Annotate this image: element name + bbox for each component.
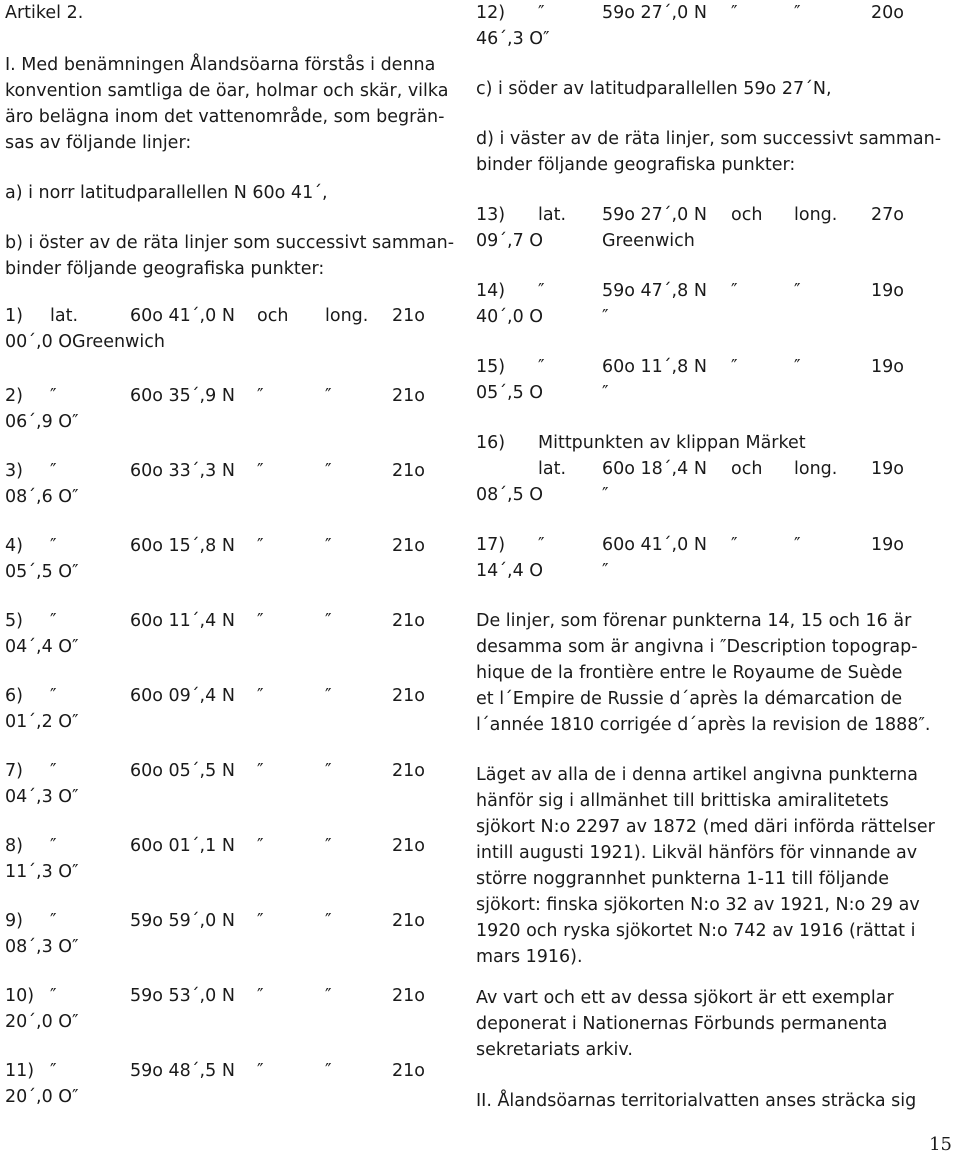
- latitude-marker: ″: [538, 535, 545, 555]
- longitude-minutes: 04´,4 O″: [5, 637, 79, 657]
- coordinate-row: [5, 833, 425, 859]
- longitude-minutes: 11´,3 O″: [5, 862, 79, 882]
- coordinate-continuation: [5, 484, 425, 510]
- longitude-degrees: 21o: [392, 686, 425, 706]
- paragraph-line: större noggrannhet punkterna 1-11 till följande: [476, 869, 890, 889]
- latitude-value: 60o 15´,8 N: [130, 536, 235, 556]
- paragraph-line: Läget av alla de i denna artikel angivna punkterna: [476, 765, 918, 785]
- coordinate-row: [5, 908, 425, 934]
- conjunction: ″: [257, 611, 264, 631]
- point-number: 9): [5, 911, 23, 931]
- conjunction: och: [731, 205, 763, 225]
- latitude-marker: lat.: [50, 306, 79, 326]
- coordinate-continuation: [5, 634, 425, 660]
- point-number: 8): [5, 836, 23, 856]
- latitude-value: 60o 41´,0 N: [602, 535, 707, 555]
- point-number: 14): [476, 281, 506, 301]
- longitude-marker: long.: [325, 306, 369, 326]
- conjunction: ″: [257, 911, 264, 931]
- latitude-value: 59o 47´,8 N: [602, 281, 707, 301]
- latitude-value: 60o 11´,4 N: [130, 611, 235, 631]
- paragraph-line: deponerat i Nationernas Förbunds permanenta: [476, 1014, 888, 1034]
- coordinate-row: [5, 608, 425, 634]
- longitude-minutes: 04´,3 O″: [5, 787, 79, 807]
- west-boundary-line: d) i väster av de räta linjer, som successivt samman-: [476, 129, 942, 149]
- longitude-degrees: 19o: [871, 281, 904, 301]
- coordinate-row: [476, 354, 906, 380]
- coordinate-continuation: [5, 709, 425, 735]
- conjunction: ″: [257, 1061, 264, 1081]
- latitude-marker: ″: [50, 686, 57, 706]
- east-boundary-line: binder följande geografiska punkter:: [5, 259, 325, 279]
- longitude-suffix: ″: [602, 561, 609, 581]
- coordinate-continuation: [476, 228, 906, 254]
- latitude-value: 60o 05´,5 N: [130, 761, 235, 781]
- coordinate-row: [5, 383, 425, 409]
- intro-line: konvention samtliga de öar, holmar och skär, vilka: [5, 81, 449, 101]
- latitude-value: 59o 27´,0 N: [602, 205, 707, 225]
- coordinate-continuation: [5, 329, 425, 355]
- longitude-minutes: 40´,0 O: [476, 307, 544, 327]
- longitude-degrees: 21o: [392, 306, 425, 326]
- paragraph-line: et l´Empire de Russie d´après la démarcation de: [476, 689, 903, 709]
- paragraph-line: 1920 och ryska sjökortet N:o 742 av 1916 (rättat i: [476, 921, 916, 941]
- longitude-degrees: 21o: [392, 611, 425, 631]
- point-number: 4): [5, 536, 23, 556]
- coordinate-row: [5, 983, 425, 1009]
- latitude-marker: ″: [50, 986, 57, 1006]
- point-number: 13): [476, 205, 506, 225]
- longitude-marker: ″: [325, 386, 332, 406]
- paragraph-line: sjökort N:o 2297 av 1872 (med däri införda rättelser: [476, 817, 935, 837]
- longitude-marker: ″: [325, 536, 332, 556]
- paragraph-line: hique de la frontière entre le Royaume de Suède: [476, 663, 903, 683]
- conjunction: och: [731, 459, 763, 479]
- longitude-minutes: 08´,3 O″: [5, 937, 79, 957]
- longitude-degrees: 19o: [871, 357, 904, 377]
- intro-line: sas av följande linjer:: [5, 133, 192, 153]
- point-number: 3): [5, 461, 23, 481]
- conjunction: ″: [731, 535, 738, 555]
- conjunction: ″: [257, 836, 264, 856]
- coordinate-row: [476, 532, 906, 558]
- longitude-degrees: 20o: [871, 3, 904, 23]
- coordinate-row: [5, 533, 425, 559]
- conjunction: ″: [257, 461, 264, 481]
- longitude-degrees: 21o: [392, 911, 425, 931]
- longitude-minutes: 05´,5 O: [476, 383, 544, 403]
- conjunction: ″: [257, 761, 264, 781]
- latitude-value: 59o 48´,5 N: [130, 1061, 235, 1081]
- longitude-degrees: 21o: [392, 836, 425, 856]
- longitude-minutes: 09´,7 O: [476, 231, 544, 251]
- coordinate-row: [476, 0, 906, 26]
- paragraph-line: l´année 1810 corrigée d´après la revision de 1888″.: [476, 715, 931, 735]
- point-number: 6): [5, 686, 23, 706]
- coordinate-continuation: [5, 409, 425, 435]
- coordinate-row: [476, 278, 906, 304]
- longitude-minutes: 20´,0 O″: [5, 1012, 79, 1032]
- longitude-minutes: 06´,9 O″: [5, 412, 79, 432]
- coordinate-row: [5, 303, 425, 329]
- latitude-value: 59o 27´,0 N: [602, 3, 707, 23]
- coordinate-row: [476, 202, 906, 228]
- latitude-value: 60o 18´,4 N: [602, 459, 707, 479]
- longitude-minutes: 08´,5 O: [476, 485, 544, 505]
- latitude-marker: ″: [50, 461, 57, 481]
- longitude-minutes: 08´,6 O″: [5, 487, 79, 507]
- coordinate-row: [5, 458, 425, 484]
- conjunction: ″: [257, 986, 264, 1006]
- longitude-marker: ″: [325, 911, 332, 931]
- latitude-value: 60o 41´,0 N: [130, 306, 235, 326]
- latitude-value: 59o 53´,0 N: [130, 986, 235, 1006]
- intro-line: äro belägna inom det vattenområde, som begrän-: [5, 107, 445, 127]
- longitude-minutes: 20´,0 O″: [5, 1087, 79, 1107]
- paragraph-line: Av vart och ett av dessa sjökort är ett exemplar: [476, 988, 894, 1008]
- conjunction: ″: [731, 281, 738, 301]
- point-number: 10): [5, 986, 35, 1006]
- longitude-marker: ″: [325, 686, 332, 706]
- latitude-marker: ″: [538, 357, 545, 377]
- longitude-degrees: 21o: [392, 461, 425, 481]
- longitude-minutes: 46´,3 O″: [476, 29, 550, 49]
- coordinate-continuation: [5, 1009, 425, 1035]
- longitude-marker: ″: [325, 611, 332, 631]
- latitude-marker: ″: [50, 386, 57, 406]
- west-boundary-line: binder följande geografiska punkter:: [476, 155, 796, 175]
- point-number: 1): [5, 306, 23, 326]
- conjunction: ″: [257, 686, 264, 706]
- longitude-minutes: 14´,4 O: [476, 561, 544, 581]
- paragraph-line: sjökort: finska sjökorten N:o 32 av 1921, N:o 29 av: [476, 895, 920, 915]
- page-number: 15: [929, 1134, 952, 1155]
- paragraph-line: sekretariats arkiv.: [476, 1040, 633, 1060]
- paragraph-line: De linjer, som förenar punkterna 14, 15 och 16 är: [476, 611, 912, 631]
- coordinate-continuation: [476, 558, 906, 584]
- longitude-suffix: ″: [602, 383, 609, 403]
- latitude-marker: ″: [50, 761, 57, 781]
- latitude-value: 60o 11´,8 N: [602, 357, 707, 377]
- conjunction: ″: [731, 3, 738, 23]
- latitude-value: 60o 33´,3 N: [130, 461, 235, 481]
- longitude-marker: ″: [325, 761, 332, 781]
- longitude-degrees: 21o: [392, 1061, 425, 1081]
- section-two-line: II. Ålandsöarnas territorialvatten anses sträcka sig: [476, 1091, 917, 1111]
- latitude-value: 60o 09´,4 N: [130, 686, 235, 706]
- longitude-minutes: 01´,2 O″: [5, 712, 79, 732]
- point-number: 12): [476, 3, 506, 23]
- latitude-value: 60o 01´,1 N: [130, 836, 235, 856]
- coordinate-continuation: [5, 1084, 425, 1110]
- coordinate-row: [476, 456, 906, 482]
- longitude-suffix: Greenwich: [602, 231, 695, 251]
- paragraph-line: hänför sig i allmänhet till brittiska amiralitetets: [476, 791, 889, 811]
- latitude-marker: ″: [50, 1061, 57, 1081]
- longitude-degrees: 21o: [392, 386, 425, 406]
- conjunction: ″: [257, 536, 264, 556]
- longitude-marker: long.: [794, 459, 838, 479]
- longitude-marker: ″: [794, 3, 801, 23]
- longitude-degrees: 21o: [392, 761, 425, 781]
- point-number: 17): [476, 535, 506, 555]
- paragraph-line: desamma som är angivna i ″Description topograp-: [476, 637, 918, 657]
- point-number: 11): [5, 1061, 35, 1081]
- conjunction: ″: [731, 357, 738, 377]
- latitude-marker: ″: [50, 611, 57, 631]
- longitude-marker: ″: [794, 535, 801, 555]
- longitude-marker: ″: [794, 357, 801, 377]
- coordinate-continuation: [476, 26, 906, 52]
- paragraph-line: mars 1916).: [476, 947, 583, 967]
- latitude-value: 60o 35´,9 N: [130, 386, 235, 406]
- longitude-degrees: 19o: [871, 459, 904, 479]
- point-number: 7): [5, 761, 23, 781]
- point-number: 2): [5, 386, 23, 406]
- latitude-marker: ″: [50, 836, 57, 856]
- point-title: Mittpunkten av klippan Märket: [538, 433, 806, 453]
- longitude-degrees: 21o: [392, 536, 425, 556]
- longitude-marker: ″: [794, 281, 801, 301]
- latitude-marker: lat.: [538, 459, 567, 479]
- coordinate-continuation: [5, 559, 425, 585]
- point-number: 15): [476, 357, 506, 377]
- intro-line: I. Med benämningen Ålandsöarna förstås i denna: [5, 55, 436, 75]
- coordinate-continuation: [476, 380, 906, 406]
- longitude-marker: ″: [325, 461, 332, 481]
- longitude-suffix: ″: [602, 307, 609, 327]
- article-heading: Artikel 2.: [5, 3, 84, 23]
- latitude-marker: lat.: [538, 205, 567, 225]
- longitude-degrees: 21o: [392, 986, 425, 1006]
- coordinate-row: [476, 430, 906, 456]
- longitude-suffix: ″: [602, 485, 609, 505]
- coordinate-continuation: [476, 482, 906, 508]
- paragraph-line: intill augusti 1921). Likväl hänförs för vinnande av: [476, 843, 918, 863]
- longitude-degrees: 27o: [871, 205, 904, 225]
- longitude-marker: ″: [325, 986, 332, 1006]
- coordinate-row: [5, 758, 425, 784]
- coordinate-row: [5, 683, 425, 709]
- south-boundary: c) i söder av latitudparallellen 59o 27´N,: [476, 79, 832, 99]
- coordinate-continuation: [476, 304, 906, 330]
- longitude-degrees: 19o: [871, 535, 904, 555]
- longitude-marker: ″: [325, 836, 332, 856]
- longitude-marker: long.: [794, 205, 838, 225]
- longitude-marker: ″: [325, 1061, 332, 1081]
- conjunction: ″: [257, 386, 264, 406]
- point-number: 5): [5, 611, 23, 631]
- coordinate-continuation: [5, 934, 425, 960]
- north-boundary: a) i norr latitudparallellen N 60o 41´,: [5, 183, 328, 203]
- coordinate-row: [5, 1058, 425, 1084]
- point-number: 16): [476, 433, 506, 453]
- latitude-marker: ″: [538, 281, 545, 301]
- longitude-minutes: 05´,5 O″: [5, 562, 79, 582]
- latitude-value: 59o 59´,0 N: [130, 911, 235, 931]
- latitude-marker: ″: [538, 3, 545, 23]
- latitude-marker: ″: [50, 536, 57, 556]
- coordinate-continuation: [5, 859, 425, 885]
- east-boundary-line: b) i öster av de räta linjer som successivt samman-: [5, 233, 455, 253]
- conjunction: och: [257, 306, 289, 326]
- latitude-marker: ″: [50, 911, 57, 931]
- coordinate-continuation: [5, 784, 425, 810]
- longitude-minutes: 00´,0 OGreenwich: [5, 332, 165, 352]
